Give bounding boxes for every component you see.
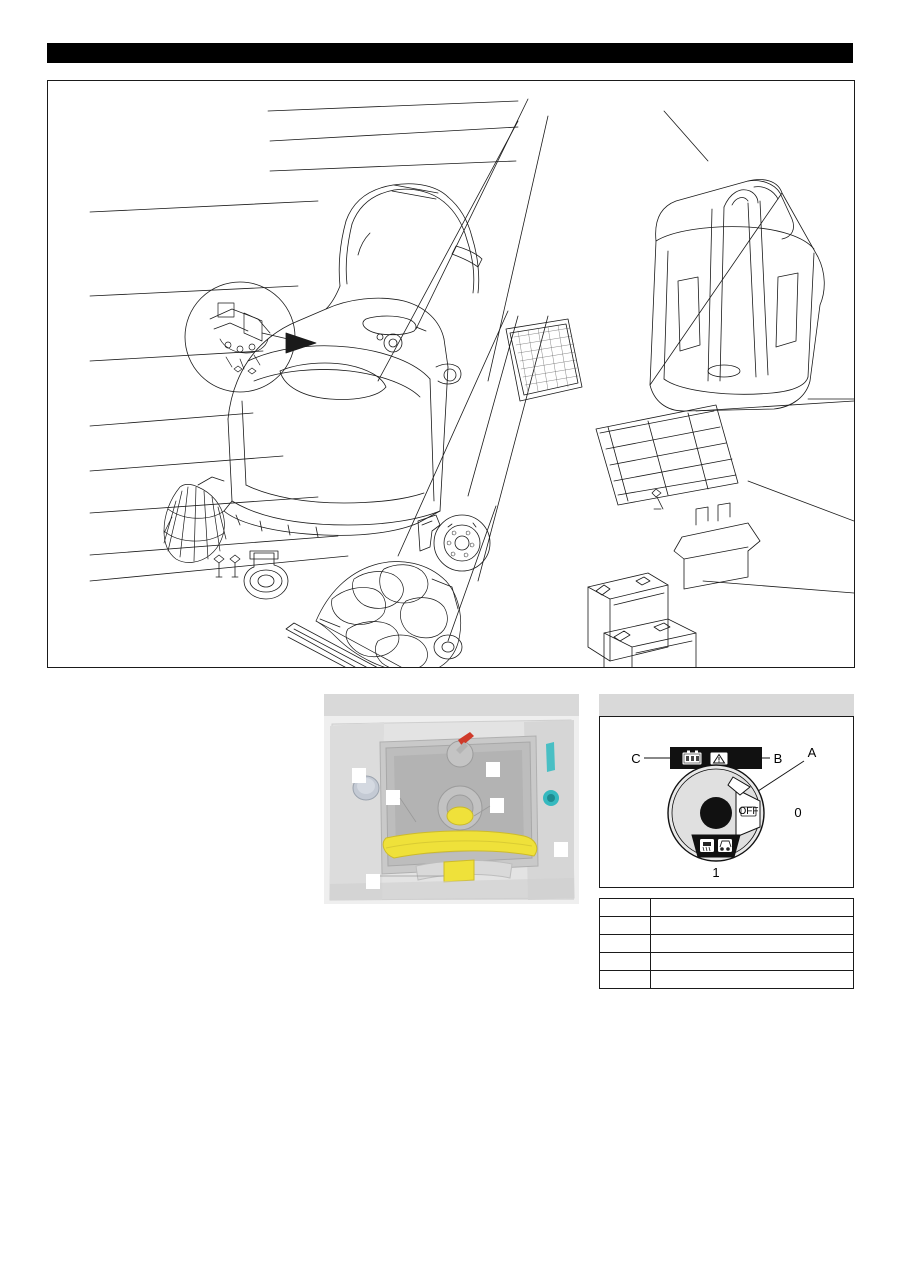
photo-marker: [554, 842, 568, 857]
legend-text: [651, 971, 854, 989]
table-row: [600, 899, 854, 917]
legend-text: [651, 935, 854, 953]
table-row: [600, 935, 854, 953]
legend-text: [651, 953, 854, 971]
legend-text: [651, 917, 854, 935]
figure-header-bar-2: [599, 694, 854, 716]
label-a: A: [807, 745, 817, 760]
legend-key: [600, 953, 651, 971]
legend-table: [599, 898, 854, 989]
label-one: 1: [712, 865, 720, 880]
figure-body: [324, 716, 579, 904]
label-c: C: [631, 751, 641, 766]
warning-icon: [710, 752, 728, 765]
legend-key: [600, 935, 651, 953]
figure-body-2: [599, 716, 854, 888]
photo-marker: [486, 762, 500, 777]
table-row: [600, 953, 854, 971]
figure-header-bar: [324, 694, 579, 716]
off-icon-text: OFF: [738, 806, 759, 817]
photo-marker: [352, 768, 366, 783]
photo-marker: [366, 874, 380, 889]
battery-icon: [682, 751, 702, 766]
legend-text: [651, 899, 854, 917]
legend-key: [600, 971, 651, 989]
battery-compartment-figure: [324, 694, 579, 904]
dial-knob: [700, 797, 732, 829]
main-exploded-diagram: [47, 80, 855, 668]
table-row: [600, 971, 854, 989]
label-zero: 0: [794, 805, 802, 820]
table-row: [600, 917, 854, 935]
photo-marker: [386, 790, 400, 805]
legend-key: [600, 917, 651, 935]
legend-key: [600, 899, 651, 917]
transport-icon: [718, 839, 732, 852]
label-b: B: [773, 751, 783, 766]
photo-marker: [490, 798, 504, 813]
page-header-bar: [47, 43, 853, 63]
program-switch-figure: [599, 694, 854, 894]
segment-program: [692, 835, 740, 857]
brush-icon: [700, 839, 714, 852]
